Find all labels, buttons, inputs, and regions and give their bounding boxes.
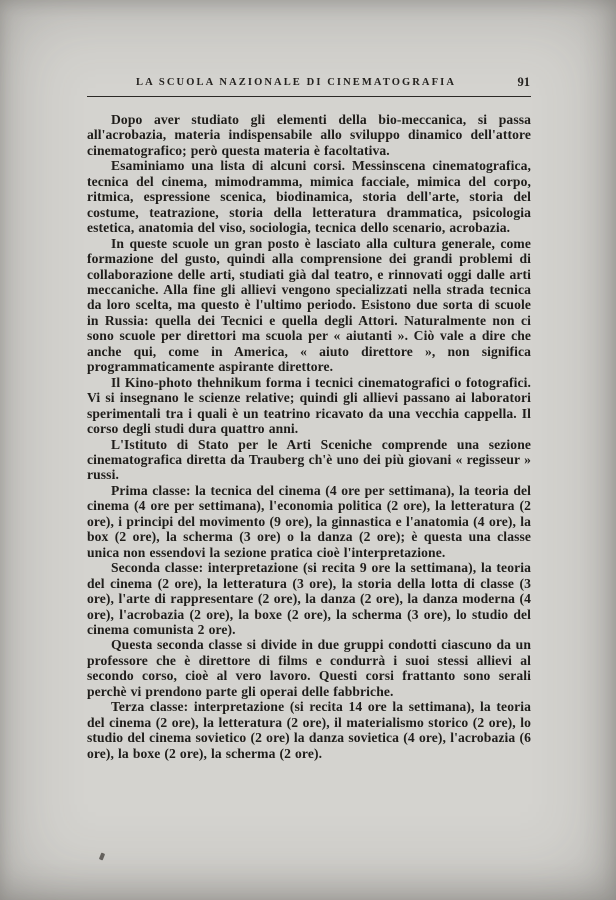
- paragraph: Seconda classe: interpretazione (si recita 9 ore la settimana), la teoria del cinema (2 ore), la letteratura (3 ore), la storia della lotta di classe (3 ore), l'arte di rappresentare (2 ore), la danza (2 ore), la danza moderna (4 ore), l'acrobazia (2 ore), la boxe (2 ore), la scherma (3 ore), lo studio del cinema comunista 2 ore).: [87, 560, 531, 637]
- paragraph: Questa seconda classe si divide in due gruppi condotti ciascuno da un professore che è direttore di films e condurrà i suoi stessi allievi al secondo corso, cioè al vero lavoro. Questi corsi frattanto sono serali perchè vi prendono parte gli operai delle fabbriche.: [87, 637, 531, 699]
- running-head: [87, 77, 531, 92]
- page-number: 91: [517, 75, 530, 89]
- paragraph: Prima classe: la tecnica del cinema (4 ore per settimana), la teoria del cinema (4 ore per settimana), l'economia politica (2 ore), la letteratura (2 ore), i principi del movimento (9 ore), la ginnastica e l'anatomia (4 ore), la box (2 ore), la scherma (3 ore) o la danza (2 ore); è questa una classe unica non essendovi la sezione pratica cioè l'interpretazione.: [87, 482, 531, 560]
- body-text: [87, 112, 531, 761]
- running-head-title: LA SCUOLA NAZIONALE DI CINEMATOGRAFIA: [135, 77, 456, 88]
- paragraph: Dopo aver studiato gli elementi della bio-meccanica, si passa all'acrobazia, materia indispensabile allo sviluppo dinamico dell'attore cinematografico; però questa materia è facoltativa.: [87, 112, 531, 158]
- scan-speck: [99, 853, 105, 861]
- header-rule: [87, 96, 531, 97]
- paragraph: Terza classe: interpretazione (si recita 14 ore la settimana), la teoria del cinema (2 ore), la letteratura (2 ore), il materialismo storico (2 ore), lo studio del cinema sovietico (2 ore) la danza sovietica (4 ore), l'acrobazia (6 ore), la boxe (2 ore), la scherma (2 ore).: [87, 699, 531, 761]
- paragraph: Esaminiamo una lista di alcuni corsi. Messinscena cinematografica, tecnica del cinema, mimodramma, mimica facciale, mimica del corpo, ritmica, espressione scenica, biodinamica, storia dell'arte, storia del costume, teatrazione, storia della letteratura drammatica, psicologia estetica, anatomia del viso, sociologia, tecnica dello scenario, acrobazia.: [87, 158, 531, 236]
- paragraph: Il Kino-photo thehnikum forma i tecnici cinematografici o fotografici. Vi si insegnano le scienze relative; quindi gli allievi passano ai laboratori sperimentali tra i quali è un teatrino ricavato da una vecchia cappella. Il corso degli studi dura quattro anni.: [87, 374, 531, 437]
- paragraph: L'Istituto di Stato per le Arti Sceniche comprende una sezione cinematografica diretta da Trauberg ch'è uno dei più giovani « regisseur » russi.: [87, 436, 531, 483]
- text-block: [87, 77, 531, 761]
- paragraph: In queste scuole un gran posto è lasciato alla cultura generale, come formazione del gusto, quindi alla comprensione dei grandi problemi di collaborazione delle arti, studiati già dal teatro, e rinnovati oggi dalle arti meccaniche. Alla fine gli allievi vengono specializzati nella strada tecnica da loro scelta, ma questo è l'ultimo periodo. Esistono due sorta di scuole in Russia: quella dei Tecnici e quella degli Attori. Naturalmente non ci sono scuole per direttori ma scuola per « aiutanti ». Ciò vale a dire che anche qui, come in America, « aiuto direttore », non significa programmaticamente aspirante direttore.: [87, 235, 531, 375]
